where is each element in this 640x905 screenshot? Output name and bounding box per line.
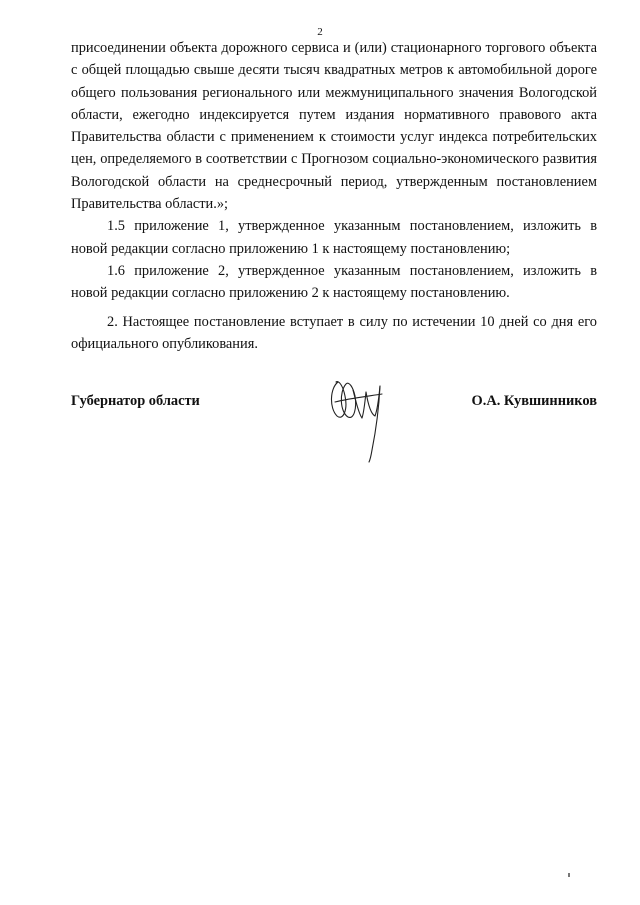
document-body — [71, 37, 597, 355]
page-number: 2 — [317, 26, 323, 38]
paragraph-point-2: 2. Настоящее постановление вступает в силу по истечении 10 дней со дня его официального опубликования. — [71, 313, 597, 352]
signatory-position: Губернатор области — [71, 393, 200, 409]
scan-speck — [568, 873, 570, 877]
paragraph-item-1-6: 1.6 приложение 2, утвержденное указанным постановлением, изложить в новой редакции согласно приложению 2 к настоящему постановлению. — [71, 262, 597, 302]
paragraph-continuation: присоединении объекта дорожного сервиса и (или) стационарного торгового объекта с общей площадью свыше десяти тысяч квадратных метров к автомобильной дороге общего пользования регионального или межмуниципального значения Вологодской области, ежегодно индексируется путем издания нормативного правового акта Правительства области с применением к стоимости услуг индекса потребительских цен, определяемого в соответствии с Прогнозом социально-экономического развития Вологодской области на среднесрочный период, утвержденным постановлением Правительства области.»; — [71, 40, 597, 213]
handwritten-signature — [326, 372, 396, 464]
signatory-name: О.А. Кувшинников — [471, 393, 597, 409]
paragraph-item-1-5: 1.5 приложение 1, утвержденное указанным постановлением, изложить в новой редакции согласно приложению 1 к настоящему постановлению; — [71, 218, 597, 257]
